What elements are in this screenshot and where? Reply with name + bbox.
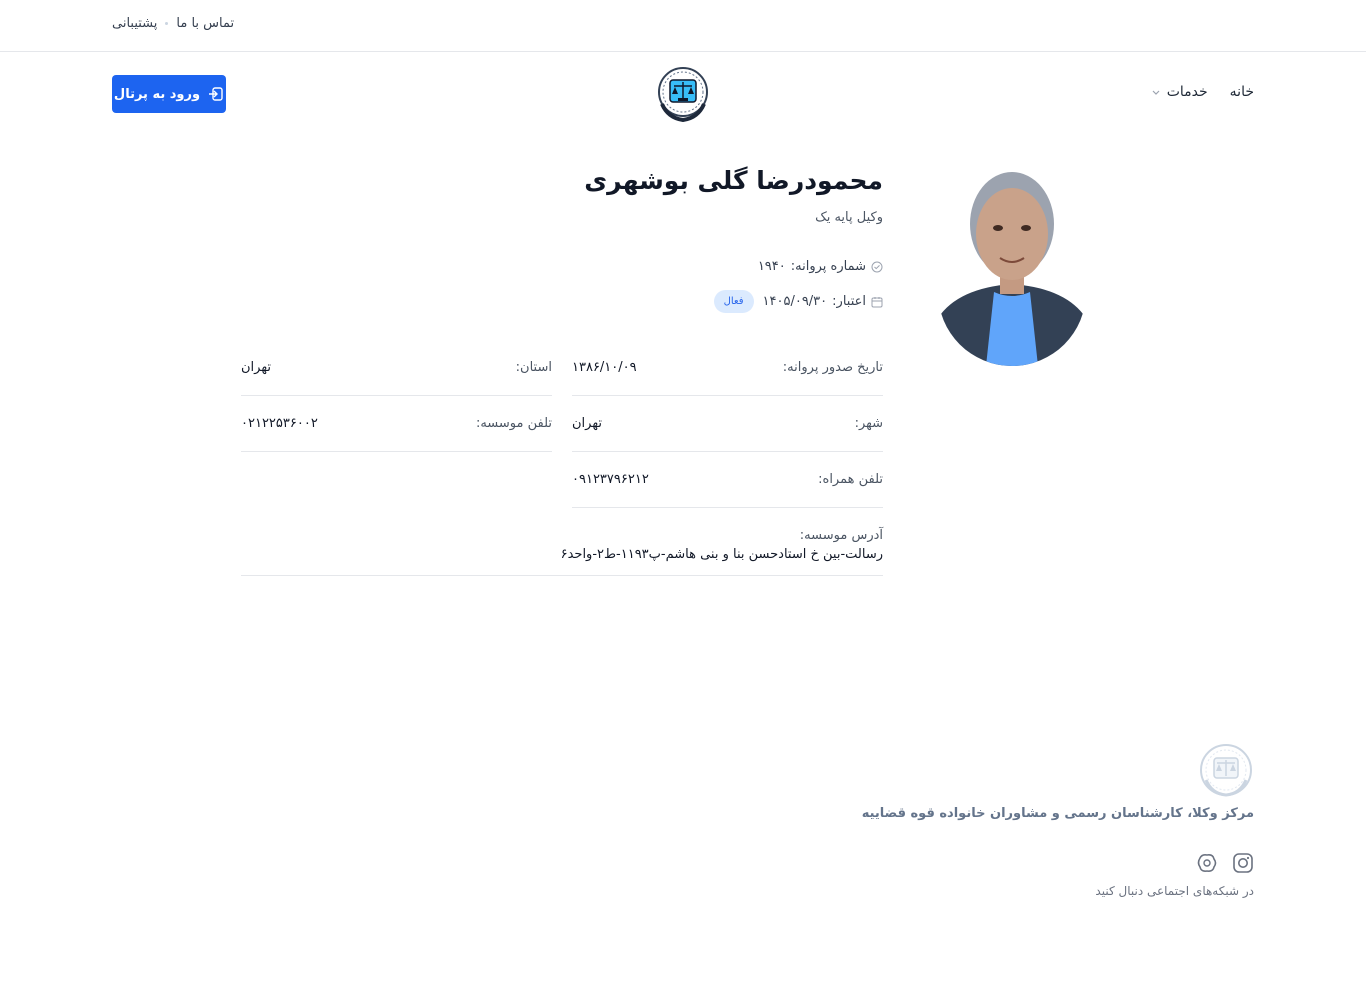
validity-date: ۱۴۰۵/۰۹/۳۰ — [762, 294, 828, 309]
nav-item-services[interactable] — [1151, 84, 1208, 100]
address-value: رسالت-بین خ استادحسن بنا و بنی هاشم-پ۱۱۹۳-ط۲-واحد۶ — [560, 547, 883, 562]
city-value: تهران — [572, 416, 602, 431]
check-circle-icon — [871, 261, 883, 273]
province-field — [241, 360, 552, 396]
main-header — [0, 52, 1366, 136]
nav-home-label: خانه — [1229, 84, 1254, 100]
portal-login-label: ورود به پرتال — [113, 86, 201, 102]
top-bar — [0, 0, 1366, 52]
lawyer-rank: وکیل پایه یک — [815, 210, 883, 225]
address-field — [241, 528, 883, 576]
instagram-icon[interactable] — [1232, 852, 1254, 874]
status-badge: فعال — [714, 290, 754, 313]
city-label: شهر: — [854, 416, 883, 431]
main-nav — [1151, 84, 1254, 100]
lawyer-photo — [938, 168, 1086, 366]
license-number: ۱۹۴۰ — [757, 259, 786, 274]
link-separator — [165, 22, 168, 25]
issue-date-value: ۱۳۸۶/۱۰/۰۹ — [572, 360, 637, 375]
support-link[interactable]: پشتیبانی — [112, 16, 158, 31]
city-field — [572, 416, 883, 452]
office-phone-field — [241, 416, 552, 452]
province-value: تهران — [241, 360, 271, 375]
contact-us-link[interactable]: تماس با ما — [176, 16, 235, 31]
province-label: استان: — [515, 360, 552, 375]
validity-label: اعتبار: — [832, 294, 866, 309]
issue-date-label: تاریخ صدور پروانه: — [782, 360, 883, 375]
login-icon — [208, 86, 224, 102]
mobile-label: تلفن همراه: — [818, 472, 883, 487]
eitaa-icon[interactable] — [1196, 852, 1218, 874]
portal-login-button[interactable] — [112, 75, 226, 113]
follow-text: در شبکه‌های اجتماعی دنبال کنید — [1095, 884, 1254, 898]
license-label: شماره پروانه: — [790, 259, 866, 274]
issue-date-field — [572, 360, 883, 396]
license-info — [758, 259, 883, 274]
office-phone-label: تلفن موسسه: — [475, 416, 552, 431]
nav-item-home[interactable] — [1230, 84, 1254, 100]
judiciary-logo[interactable] — [654, 64, 712, 124]
lawyer-name: محمودرضا گلی بوشهری — [584, 166, 883, 195]
chevron-down-icon — [1151, 87, 1161, 97]
mobile-value: ۰۹۱۲۳۷۹۶۲۱۲ — [572, 472, 649, 487]
top-links — [112, 16, 234, 31]
footer-title: مرکز وکلا، کارشناسان رسمی و مشاوران خانواده قوه قضاییه — [861, 806, 1254, 821]
calendar-icon — [871, 296, 883, 308]
address-label: آدرس موسسه: — [799, 528, 883, 543]
validity-info — [714, 290, 883, 313]
office-phone-value: ۰۲۱۲۲۵۳۶۰۰۲ — [241, 416, 318, 431]
mobile-field — [572, 472, 883, 508]
social-links — [1196, 852, 1254, 874]
footer-logo — [1198, 742, 1254, 798]
nav-services-label: خدمات — [1166, 84, 1208, 100]
